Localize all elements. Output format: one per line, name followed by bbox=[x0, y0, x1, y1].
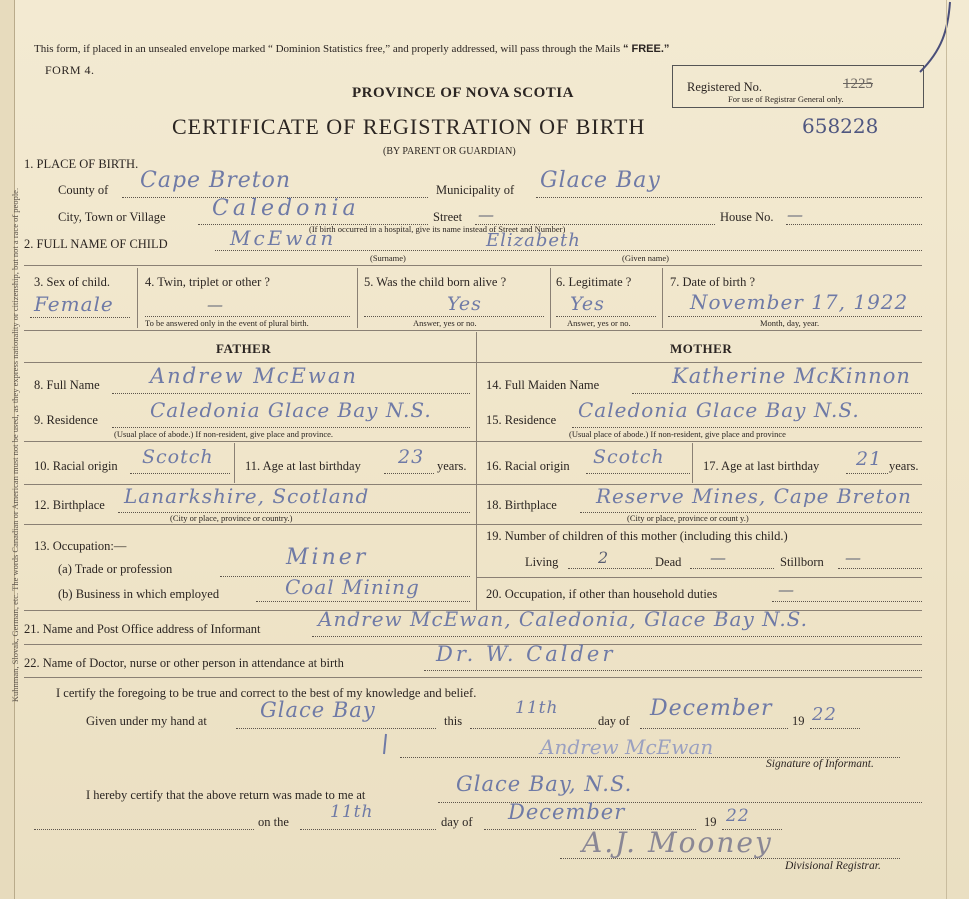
informant-label: 21. Name and Post Office address of Informant bbox=[24, 622, 261, 636]
registrar-only-note: For use of Registrar General only. bbox=[728, 94, 844, 104]
registered-no-value: 1225 bbox=[843, 76, 873, 92]
father-residence-label: 9. Residence bbox=[34, 413, 98, 427]
house-no-label: House No. bbox=[720, 210, 774, 224]
informant-signature: Andrew McEwan bbox=[540, 735, 714, 759]
mother-racial-label: 16. Racial origin bbox=[486, 459, 570, 473]
trade-label: (a) Trade or profession bbox=[58, 562, 173, 576]
mother-residence-note: (Usual place of abode.) If non-resident, give place and province bbox=[569, 429, 786, 439]
year-prefix-label: 19 bbox=[792, 714, 805, 728]
certify-statement: I certify the foregoing to be true and correct to the best of my knowledge and belief. bbox=[56, 686, 477, 700]
date-of-birth-value: November 17, 1922 bbox=[690, 290, 909, 314]
father-birthplace-note: (City or place, province or country.) bbox=[170, 513, 293, 523]
mother-age-label: 17. Age at last birthday bbox=[703, 459, 820, 473]
county-value: Cape Breton bbox=[140, 168, 292, 193]
mother-birthplace-label: 18. Birthplace bbox=[486, 498, 557, 512]
child-surname-value: McEwan bbox=[230, 226, 337, 250]
business-value: Coal Mining bbox=[285, 575, 420, 599]
born-alive-value: Yes bbox=[447, 293, 482, 315]
registrar-signature: A.J. Mooney bbox=[582, 826, 773, 859]
registrar-day-value: 11th bbox=[330, 802, 374, 822]
municipality-value: Glace Bay bbox=[540, 168, 661, 193]
mail-notice-free: “ FREE.” bbox=[622, 43, 670, 55]
city-value: Caledonia bbox=[212, 196, 360, 221]
registrar-year-value: 22 bbox=[726, 806, 750, 826]
mother-occupation-value: — bbox=[778, 580, 794, 599]
living-label: Living bbox=[525, 555, 559, 569]
legitimate-label: 6. Legitimate ? bbox=[556, 275, 632, 289]
children-count-label: 19. Number of children of this mother (including this child.) bbox=[486, 529, 788, 543]
father-racial-value: Scotch bbox=[142, 446, 214, 468]
twin-value: — bbox=[207, 295, 223, 314]
left-margin-strip bbox=[0, 0, 20, 899]
certification-month-value: December bbox=[650, 696, 773, 721]
mother-birthplace-note: (City or place, province or count y.) bbox=[627, 513, 749, 523]
day-of-label: day of bbox=[598, 714, 630, 728]
house-no-value: — bbox=[787, 205, 803, 224]
province-heading: PROVINCE OF NOVA SCOTIA bbox=[352, 85, 574, 101]
father-racial-label: 10. Racial origin bbox=[34, 459, 118, 473]
given-place-value: Glace Bay bbox=[260, 698, 376, 722]
mark-stroke bbox=[376, 732, 396, 756]
registrar-year-prefix: 19 bbox=[704, 815, 717, 829]
surname-caption: (Surname) bbox=[370, 253, 406, 263]
municipality-label: Municipality of bbox=[436, 183, 515, 197]
certificate-title: CERTIFICATE OF REGISTRATION OF BIRTH bbox=[172, 114, 646, 139]
doctor-label: 22. Name of Doctor, nurse or other person in attendance at birth bbox=[24, 656, 344, 670]
city-label: City, Town or Village bbox=[58, 210, 166, 224]
mail-notice-text: This form, if placed in an unsealed envelope marked “ Dominion Statistics free,” and properly addressed, will pass through the Mails bbox=[34, 43, 621, 55]
registrar-statement: I hereby certify that the above return was made to me at bbox=[86, 788, 366, 802]
mail-notice bbox=[34, 43, 669, 55]
informant-value: Andrew McEwan, Caledonia, Glace Bay N.S. bbox=[318, 607, 809, 631]
registration-box bbox=[672, 65, 924, 108]
form-number: FORM 4. bbox=[45, 63, 95, 77]
sex-value: Female bbox=[34, 292, 114, 316]
mother-birthplace-value: Reserve Mines, Cape Breton bbox=[596, 484, 912, 508]
dead-label: Dead bbox=[655, 555, 682, 569]
father-occupation-label: 13. Occupation:— bbox=[34, 539, 127, 553]
twin-label: 4. Twin, triplet or other ? bbox=[145, 275, 270, 289]
place-of-birth-heading: 1. PLACE OF BIRTH. bbox=[24, 157, 139, 171]
mother-residence-label: 15. Residence bbox=[486, 413, 557, 427]
certificate-subtitle: (BY PARENT OR GUARDIAN) bbox=[383, 146, 516, 157]
father-birthplace-label: 12. Birthplace bbox=[34, 498, 105, 512]
certificate-number: 658228 bbox=[802, 114, 879, 138]
mother-occupation-label: 20. Occupation, if other than household duties bbox=[486, 587, 718, 601]
street-value: — bbox=[478, 205, 494, 224]
sex-label: 3. Sex of child. bbox=[34, 275, 111, 289]
certification-year-value: 22 bbox=[812, 704, 837, 725]
registered-no-label: Registered No. bbox=[687, 80, 762, 94]
left-margin-text: Kuhnman, Slovak, German, etc. The words Canadian or American must not be used, as they express nationality or citizenship, but not a race of people. bbox=[10, 187, 20, 703]
mother-heading: MOTHER bbox=[670, 341, 733, 356]
hospital-note: (If birth occurred in a hospital, give its name instead of Street and Number) bbox=[309, 224, 566, 234]
registrar-caption: Divisional Registrar. bbox=[785, 860, 881, 872]
mother-racial-value: Scotch bbox=[593, 446, 665, 468]
street-label: Street bbox=[433, 210, 463, 224]
business-label: (b) Business in which employed bbox=[58, 587, 220, 601]
on-the-label: on the bbox=[258, 815, 289, 829]
mother-residence-value: Caledonia Glace Bay N.S. bbox=[578, 398, 860, 422]
doctor-value: Dr. W. Calder bbox=[436, 642, 616, 666]
stillborn-value: — bbox=[845, 548, 861, 567]
given-name-caption: (Given name) bbox=[622, 253, 669, 263]
mother-name-label: 14. Full Maiden Name bbox=[486, 378, 600, 392]
informant-signature-caption: Signature of Informant. bbox=[766, 758, 874, 770]
father-age-value: 23 bbox=[398, 446, 425, 468]
this-day-value: 11th bbox=[515, 698, 559, 718]
father-heading: FATHER bbox=[216, 341, 272, 356]
father-years-label: years. bbox=[437, 459, 467, 473]
father-residence-value: Caledonia Glace Bay N.S. bbox=[150, 398, 432, 422]
father-name-label: 8. Full Name bbox=[34, 378, 100, 392]
father-age-label: 11. Age at last birthday bbox=[245, 459, 361, 473]
registrar-place-value: Glace Bay, N.S. bbox=[456, 772, 633, 796]
twin-note: To be answered only in the event of plural birth. bbox=[145, 318, 309, 328]
father-residence-note: (Usual place of abode.) If non-resident, give place and province. bbox=[114, 429, 334, 439]
living-value: 2 bbox=[598, 548, 609, 567]
born-alive-note: Answer, yes or no. bbox=[413, 318, 477, 328]
legitimate-note: Answer, yes or no. bbox=[567, 318, 631, 328]
trade-value: Miner bbox=[286, 545, 369, 570]
registrar-month-value: December bbox=[508, 800, 626, 824]
date-of-birth-note: Month, day, year. bbox=[760, 318, 820, 328]
date-of-birth-label: 7. Date of birth ? bbox=[670, 275, 756, 289]
given-label: Given under my hand at bbox=[86, 714, 207, 728]
registrar-day-of-label: day of bbox=[441, 815, 473, 829]
father-birthplace-value: Lanarkshire, Scotland bbox=[124, 484, 370, 508]
child-given-value: Elizabeth bbox=[486, 230, 581, 251]
mother-years-label: years. bbox=[889, 459, 919, 473]
born-alive-label: 5. Was the child born alive ? bbox=[364, 275, 507, 289]
mother-age-value: 21 bbox=[856, 448, 883, 470]
stillborn-label: Stillborn bbox=[780, 555, 824, 569]
this-label: this bbox=[444, 714, 463, 728]
pen-mark bbox=[912, 0, 962, 80]
county-label: County of bbox=[58, 183, 109, 197]
mother-name-value: Katherine McKinnon bbox=[672, 364, 911, 388]
dead-value: — bbox=[710, 548, 726, 567]
father-name-value: Andrew McEwan bbox=[150, 364, 358, 388]
legitimate-value: Yes bbox=[570, 293, 605, 315]
child-name-label: 2. FULL NAME OF CHILD bbox=[24, 237, 168, 251]
